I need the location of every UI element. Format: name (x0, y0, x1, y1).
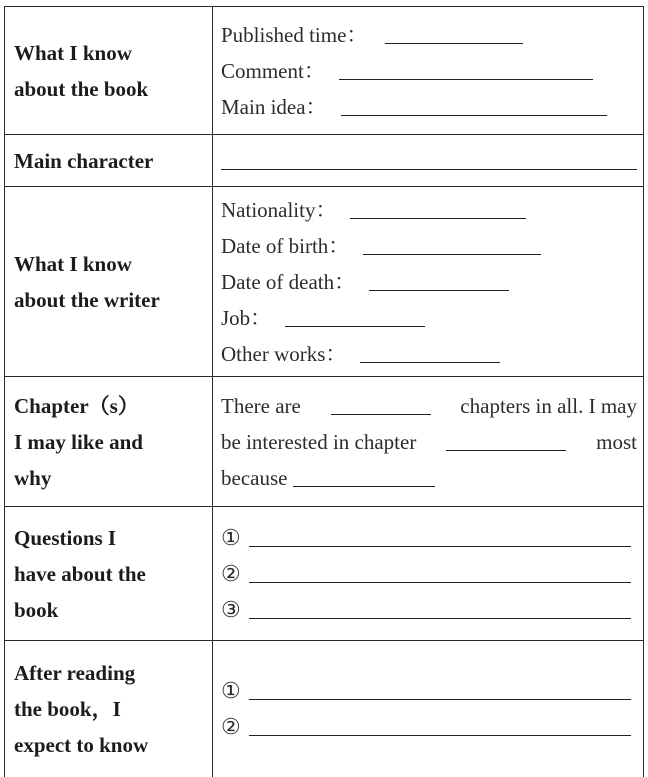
label-line: the book，I (14, 696, 121, 721)
chapters-text-3: be interested in chapter (221, 429, 417, 454)
label-expect-to-know (5, 641, 213, 777)
question-blank[interactable] (249, 564, 631, 583)
chapters-text-2: chapters in all. I may (460, 393, 637, 418)
row-expect-to-know (5, 641, 644, 777)
circled-number: ② (221, 560, 241, 586)
chapters-count-blank[interactable] (331, 413, 431, 415)
content-chapters (213, 377, 644, 507)
other-works-label: Other works： (221, 341, 347, 366)
chapters-text-5: because (221, 465, 288, 490)
published-time-row (221, 17, 637, 53)
because-blank[interactable] (293, 485, 435, 487)
label-line: expect to know (14, 732, 149, 757)
job-label: Job： (221, 305, 272, 330)
date-of-birth-label: Date of birth： (221, 233, 350, 258)
label-line: What I know (14, 251, 132, 276)
expect-item (221, 709, 637, 745)
published-time-label: Published time： (221, 22, 368, 47)
chapter-number-blank[interactable] (446, 449, 566, 451)
comment-label: Comment： (221, 58, 325, 83)
content-main-character (213, 135, 644, 187)
job-row (221, 300, 637, 336)
date-of-death-row (221, 264, 637, 300)
published-time-blank[interactable] (385, 42, 523, 44)
date-of-death-blank[interactable] (369, 289, 509, 291)
label-line: about the writer (14, 287, 160, 312)
label-line: why (14, 465, 52, 490)
content-about-book (213, 7, 644, 135)
question-item (221, 592, 637, 628)
chapters-text-1: There are (221, 393, 301, 418)
nationality-label: Nationality： (221, 197, 337, 222)
content-questions (213, 507, 644, 641)
other-works-blank[interactable] (360, 361, 500, 363)
circled-number: ① (221, 677, 241, 703)
circled-number: ② (221, 713, 241, 739)
main-idea-row (221, 89, 637, 125)
row-questions (5, 507, 644, 641)
content-about-writer (213, 187, 644, 377)
main-idea-blank[interactable] (341, 114, 607, 116)
chapters-text-4: most (596, 429, 637, 454)
label-questions (5, 507, 213, 641)
comment-blank[interactable] (339, 78, 593, 80)
question-blank[interactable] (249, 528, 631, 547)
date-of-birth-row (221, 228, 637, 264)
circled-number: ③ (221, 596, 241, 622)
row-chapters (5, 377, 644, 507)
date-of-birth-blank[interactable] (363, 253, 541, 255)
content-expect-to-know (213, 641, 644, 777)
label-about-book (5, 7, 213, 135)
nationality-blank[interactable] (350, 217, 526, 219)
label-main-character: Main character (5, 135, 213, 187)
circled-number: ① (221, 524, 241, 550)
reading-worksheet-table (4, 6, 644, 777)
nationality-row (221, 192, 637, 228)
question-item (221, 520, 637, 556)
label-line: I may like and (14, 429, 143, 454)
row-about-book (5, 7, 644, 135)
row-main-character (5, 135, 644, 187)
comment-row (221, 53, 637, 89)
question-blank[interactable] (249, 600, 631, 619)
question-item (221, 556, 637, 592)
expect-blank[interactable] (249, 717, 631, 736)
main-character-blank[interactable] (221, 168, 637, 170)
expect-blank[interactable] (249, 681, 631, 700)
expect-item (221, 673, 637, 709)
label-line: about the book (14, 76, 149, 101)
date-of-death-label: Date of death： (221, 269, 356, 294)
label-chapters (5, 377, 213, 507)
label-line: have about the (14, 561, 146, 586)
label-about-writer (5, 187, 213, 377)
main-idea-label: Main idea： (221, 94, 327, 119)
label-line: After reading (14, 660, 136, 685)
label-line: Questions I (14, 525, 117, 550)
label-line: book (14, 597, 59, 622)
job-blank[interactable] (285, 325, 425, 327)
label-line: What I know (14, 40, 132, 65)
row-about-writer (5, 187, 644, 377)
other-works-row (221, 336, 637, 372)
label-line: Chapter（s） (14, 393, 139, 418)
